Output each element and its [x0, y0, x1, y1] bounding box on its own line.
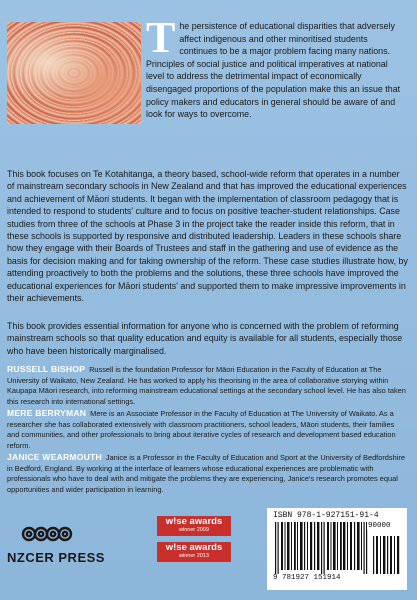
isbn-barcode — [267, 508, 407, 590]
award-badge-2009 — [157, 516, 231, 536]
award-badge-2013 — [157, 542, 231, 562]
author-bio: Russell is the foundation Professor for Māori Education in the Faculty of Education at The University of Waikato, New Zealand. He has worked to apply his theorising in the area of collaborative storying within Kaupapa Māori research, into reforming mainstream educational settings at the secondary school level. He has also taken this research into international settings. — [7, 365, 406, 406]
drop-cap: T — [146, 13, 176, 62]
author-name: JANICE WEARMOUTH — [7, 452, 102, 462]
isbn-text: ISBN 978-1-927151-91-4 — [273, 511, 379, 520]
body-paragraph-1: This book focuses on Te Kotahitanga, a theory based, school-wide reform that operates in a number of mainstream secondary schools in New Zealand and that has improved the educational experiences and achievement of Māori students. It began with the implementation of classroom pedagogy that is intended to respond to students' culture and to focus on positive teacher-student relationships. Case studies from three of the schools at Phase 3 in the project take the reader inside this reform, that in these schools is supported by responsive and distributed leadership. Leaders in these schools share how they engage with their Boards of Trustees and staff in the gathering and use of evidence as the basis for decision making and for taking ownership of the reform. These case studies illustrate how, by attending proactively to both the problems and the solutions, these three schools have improved the educational experiences for Māori students' and supported them to make impressive improvements in their achievements. — [7, 169, 408, 304]
bio-janice-wearmouth — [7, 452, 408, 495]
intro-paragraph — [146, 13, 408, 121]
author-name: MERE BERRYMAN — [7, 408, 87, 418]
award-sub: winner 2009 — [179, 527, 209, 533]
price-code: 90000 — [368, 522, 391, 530]
award-title: w!se awards — [165, 516, 223, 527]
award-title: w!se awards — [165, 542, 223, 553]
bio-mere-berryman — [7, 408, 408, 451]
body-paragraph-2: This book provides essential information for anyone who is concerned with the problem of reforming mainstream schools so that quality education and equity is available for all students, especially those who have been historically marginalised. — [7, 321, 403, 356]
koru-swirl-icon — [21, 524, 73, 544]
author-bio: Mere is an Associate Professor in the Faculty of Education at The University of Waikato. As a researcher she has collaborated extensively with classroom practitioners, school leaders, Māori students, their families and communities, and other professionals to bring about iterative cycles of research and development based education reform. — [7, 409, 396, 450]
publisher-name: NZCER PRESS — [7, 550, 105, 565]
publisher-logo — [7, 518, 127, 578]
author-name: RUSSELL BISHOP — [7, 364, 86, 374]
barcode-digits: 9 781927 151914 — [273, 574, 341, 582]
intro-text: he persistence of educational disparities that adversely affect indigenous and other minoritised students continues to be a major problem facing many nations. Principles of social justice and political imperatives at national level to address the detrimental impact of economically disengaged proportions of the population make this an issue that policy makers and educators in general should be aware of and look for ways to overcome. — [146, 21, 401, 120]
author-bio: Janice is a Professor in the Faculty of Education and Sport at the University of Bedfordshire in Bedford, England. By working at the interface of learners whose educational experiences are problematic with professionals who have to deal with and mitigate the problems they are experiencing, Janice's research promotes equal opportunities and wider participation in learning. — [7, 453, 405, 494]
award-sub: winner 2013 — [179, 553, 209, 559]
cover-artwork — [7, 22, 141, 124]
bio-russell-bishop — [7, 364, 408, 407]
